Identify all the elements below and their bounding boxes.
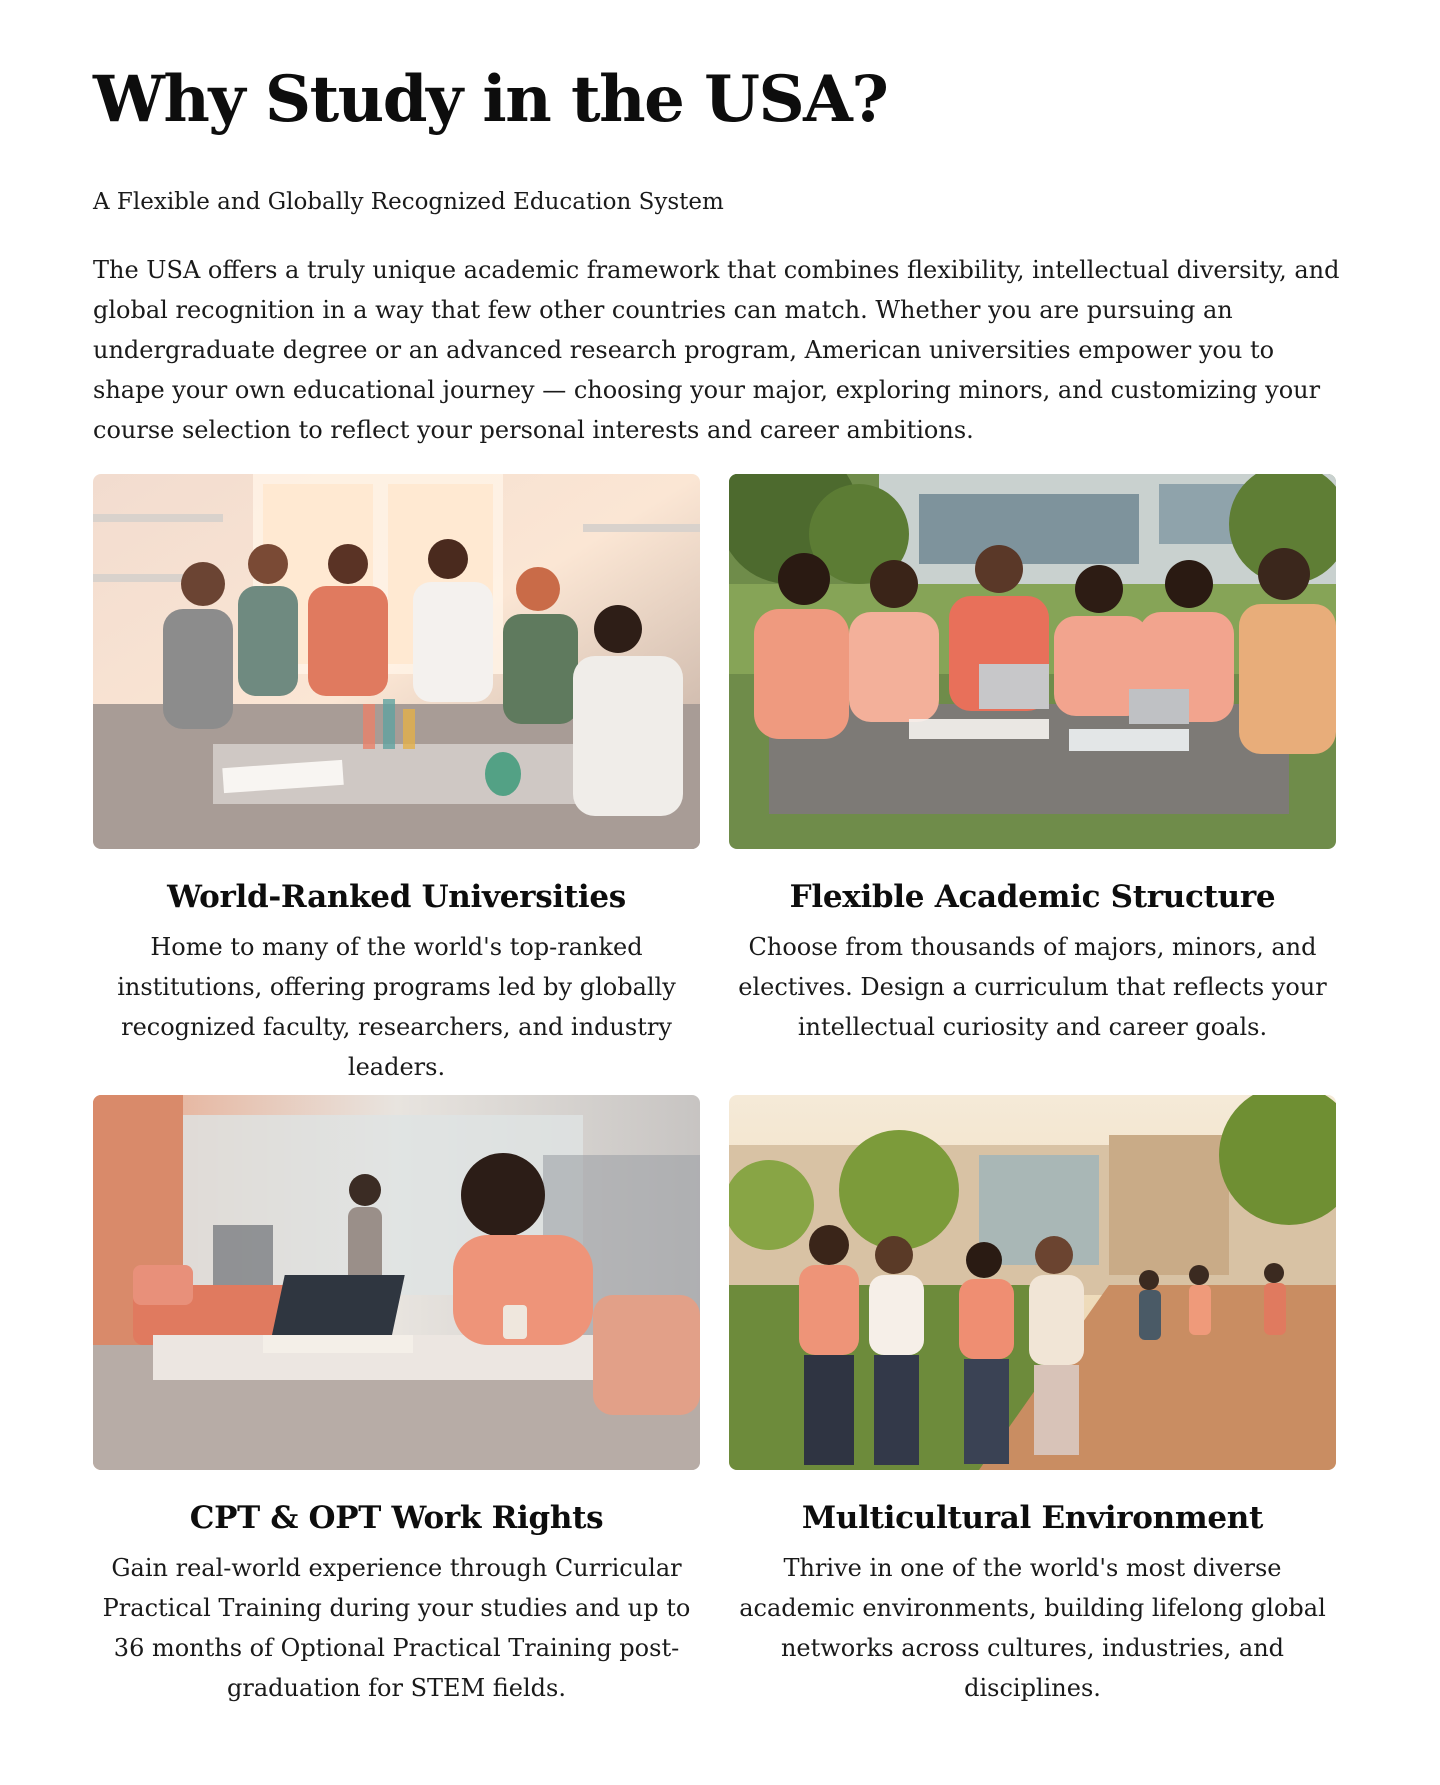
outdoor-study-group-image [729,474,1336,849]
page-subtitle: A Flexible and Globally Recognized Education System [93,189,724,215]
card-title: World-Ranked Universities [167,879,626,915]
card-description: Home to many of the world's top-ranked institutions, offering programs led by globally recognized faculty, researchers, and industry leaders. [117,933,676,1081]
feature-card-flexible-structure [729,474,1336,1047]
card-description: Gain real-world experience through Curricular Practical Training during your studies and up to 36 months of Optional Practical Training post-graduation for STEM fields. [102,1554,691,1702]
intro-paragraph: The USA offers a truly unique academic framework that combines flexibility, intellectual diversity, and global recognition in a way that few other countries can match. Whether you are pursuing an undergraduate degree or an advanced research program, American universities empower you to shape your own educational journey — choosing your major, exploring minors, and customizing your course selection to reflect your personal interests and career ambitions. [93,256,1340,444]
student-laptop-office-image [93,1095,700,1470]
feature-card-multicultural [729,1095,1336,1708]
card-description: Choose from thousands of majors, minors, and electives. Design a curriculum that reflects your intellectual curiosity and career goals. [738,933,1327,1041]
feature-card-work-rights [93,1095,700,1708]
campus-walking-students-image [729,1095,1336,1470]
feature-card-world-ranked [93,474,700,1087]
card-description: Thrive in one of the world's most diverse academic environments, building lifelong global networks across cultures, industries, and disciplines. [739,1554,1326,1702]
lab-students-image [93,474,700,849]
page-title: Why Study in the USA? [93,62,888,137]
card-title: Flexible Academic Structure [789,879,1276,915]
card-title: CPT & OPT Work Rights [189,1500,604,1536]
card-title: Multicultural Environment [801,1500,1264,1536]
